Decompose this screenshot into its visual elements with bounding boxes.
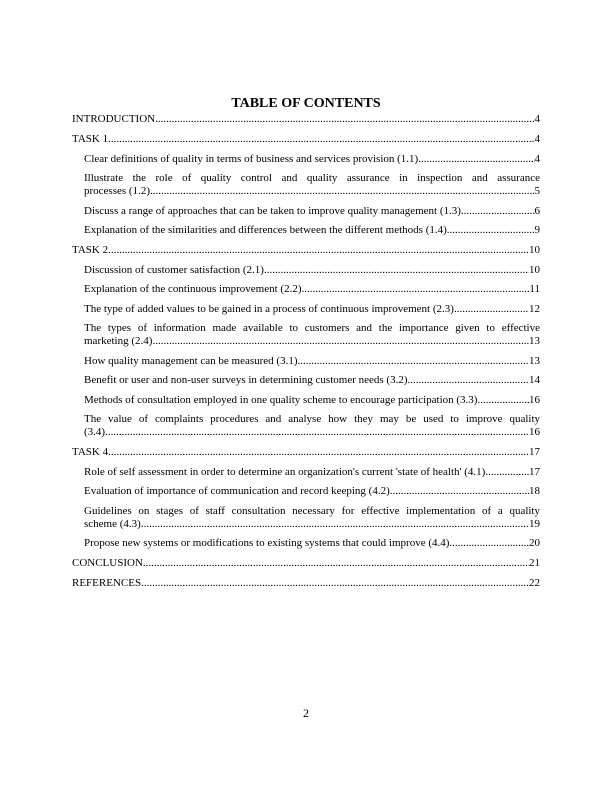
toc-section-entry[interactable] <box>72 577 540 590</box>
dot-leader <box>150 185 535 198</box>
toc-title: TABLE OF CONTENTS <box>231 96 381 111</box>
toc-section-entry[interactable] <box>72 557 540 570</box>
toc-subsection-entry[interactable] <box>72 172 540 198</box>
toc-entry-text: How quality management can be measured (3.1) <box>84 354 298 367</box>
toc-entry-line <box>84 283 540 296</box>
toc-entry-line <box>84 466 540 479</box>
dot-leader <box>390 485 529 498</box>
toc-entry-line <box>84 303 540 316</box>
toc-entry-text: Explanation of the similarities and differences between the different methods (1.4) <box>84 224 447 236</box>
dot-leader <box>141 577 529 590</box>
toc-page-number: 16 <box>529 426 540 438</box>
toc-entry-line <box>84 394 540 407</box>
dot-leader <box>152 335 529 348</box>
toc-entry-line <box>72 557 540 570</box>
toc-page-number: 18 <box>529 485 540 497</box>
toc-entry-text: INTRODUCTION <box>72 113 156 125</box>
toc-entry-text: Discussion of customer satisfaction (2.1) <box>84 263 264 276</box>
toc-list <box>72 113 540 590</box>
toc-subsection-entry[interactable] <box>72 264 540 277</box>
dot-leader <box>461 205 535 218</box>
toc-entry-text-line1: Illustrate the role of quality control and quality assurance in inspection and assurance <box>84 172 540 184</box>
toc-page-number: 4 <box>534 133 540 145</box>
toc-page-number: 17 <box>529 446 540 458</box>
toc-section-entry[interactable] <box>72 446 540 459</box>
toc-entry-text: CONCLUSION <box>72 557 143 569</box>
toc-entry-text-line1: The types of information made available to customers and the importance given to effective <box>84 322 540 334</box>
toc-page-number: 19 <box>529 517 540 530</box>
dot-leader <box>477 394 529 407</box>
toc-entry-line <box>84 185 540 198</box>
toc-entry-text: The type of added values to be gained in a process of continuous improvement (2.3) <box>84 302 454 315</box>
toc-entry-line <box>72 577 540 590</box>
toc-subsection-entry[interactable] <box>72 413 540 439</box>
toc-section-entry[interactable] <box>72 133 540 146</box>
dot-leader <box>155 113 534 126</box>
toc-subsection-entry[interactable] <box>72 505 540 531</box>
toc-entry-line <box>84 426 540 439</box>
toc-entry-text: Propose new systems or modifications to existing systems that could improve (4.4) <box>84 537 450 549</box>
dot-leader <box>298 355 529 368</box>
dot-leader <box>141 518 529 531</box>
toc-section-entry[interactable] <box>72 113 540 126</box>
toc-subsection-entry[interactable] <box>72 224 540 237</box>
toc-subsection-entry[interactable] <box>72 374 540 387</box>
dot-leader <box>105 426 529 439</box>
toc-entry-text: TASK 1 <box>72 133 109 145</box>
dot-leader <box>108 446 529 459</box>
dot-leader <box>449 537 529 550</box>
toc-page-number: 9 <box>534 224 540 236</box>
toc-entry-line <box>72 244 540 257</box>
toc-entry-text: TASK 4 <box>72 446 109 458</box>
dot-leader <box>454 303 529 316</box>
toc-page-number: 12 <box>529 302 540 315</box>
toc-entry-line <box>72 446 540 459</box>
dot-leader <box>108 133 534 146</box>
toc-page-number: 10 <box>529 244 540 256</box>
toc-entry-text: Benefit or user and non-user surveys in determining customer needs (3.2) <box>84 374 408 386</box>
toc-entry-text: processes (1.2) <box>84 185 150 197</box>
toc-entry-text: marketing (2.4) <box>84 335 153 347</box>
dot-leader <box>408 374 530 387</box>
toc-page-number: 13 <box>529 335 540 347</box>
toc-entry-line <box>72 133 540 146</box>
toc-page-number: 11 <box>529 283 540 295</box>
toc-page-number: 14 <box>529 374 540 386</box>
toc-entry-line <box>84 537 540 550</box>
toc-page-number: 5 <box>534 185 540 197</box>
toc-entry-text: Discuss a range of approaches that can be taken to improve quality management (1.3) <box>84 204 461 217</box>
toc-entry-text: (3.4) <box>84 426 106 438</box>
toc-entry-text: TASK 2 <box>72 244 109 256</box>
toc-subsection-entry[interactable] <box>72 283 540 296</box>
toc-entry-line <box>84 355 540 368</box>
toc-subsection-entry[interactable] <box>72 537 540 550</box>
toc-subsection-entry[interactable] <box>72 466 540 479</box>
dot-leader <box>485 466 529 479</box>
toc-subsection-entry[interactable] <box>72 205 540 218</box>
toc-subsection-entry[interactable] <box>72 394 540 407</box>
toc-entry-text-line1: The value of complaints procedures and analyse how they may be used to improve quality <box>84 413 540 425</box>
toc-entry-text: Evaluation of importance of communication and record keeping (4.2) <box>84 485 390 497</box>
toc-entry-text: REFERENCES <box>72 577 142 589</box>
toc-page-number: 13 <box>529 354 540 367</box>
toc-entry-line <box>84 485 540 498</box>
toc-subsection-entry[interactable] <box>72 355 540 368</box>
dot-leader <box>418 153 534 166</box>
toc-entry-line <box>72 113 540 126</box>
dot-leader <box>108 244 529 257</box>
toc-page-number: 4 <box>534 152 540 165</box>
toc-entry-text: Role of self assessment in order to determine an organization's current 'state of health' (4.1) <box>84 465 486 478</box>
toc-page-number: 20 <box>529 537 540 549</box>
toc-entry-line <box>84 205 540 218</box>
dot-leader <box>264 264 529 277</box>
toc-entry-text: scheme (4.3) <box>84 517 141 530</box>
toc-page-number: 17 <box>529 465 540 478</box>
toc-entry-text-line1: Guidelines on stages of staff consultation necessary for effective implementation of a quality <box>84 504 540 517</box>
toc-page-number: 6 <box>534 204 540 217</box>
toc-subsection-entry[interactable] <box>72 322 540 348</box>
toc-page-number: 10 <box>529 263 540 276</box>
toc-entry-line <box>84 374 540 387</box>
page-number: 2 <box>303 706 309 720</box>
toc-subsection-entry[interactable] <box>72 485 540 498</box>
toc-entry-text: Methods of consultation employed in one quality scheme to encourage participation (3.3) <box>84 393 478 406</box>
toc-entry-line <box>84 264 540 277</box>
dot-leader <box>302 283 530 296</box>
toc-entry-line <box>84 335 540 348</box>
toc-page-number: 21 <box>529 557 540 569</box>
toc-entry-line <box>84 518 540 531</box>
toc-subsection-entry[interactable] <box>72 303 540 316</box>
toc-subsection-entry[interactable] <box>72 153 540 166</box>
dot-leader <box>447 224 535 237</box>
toc-entry-line <box>84 224 540 237</box>
toc-page-number: 16 <box>529 393 540 406</box>
toc-entry-line <box>84 153 540 166</box>
toc-entry-text: Clear definitions of quality in terms of business and services provision (1.1) <box>84 152 419 165</box>
dot-leader <box>143 557 529 570</box>
toc-entry-text: Explanation of the continuous improvement (2.2) <box>84 283 302 295</box>
toc-section-entry[interactable] <box>72 244 540 257</box>
toc-page-number: 22 <box>529 577 540 589</box>
toc-page-number: 4 <box>534 113 540 125</box>
